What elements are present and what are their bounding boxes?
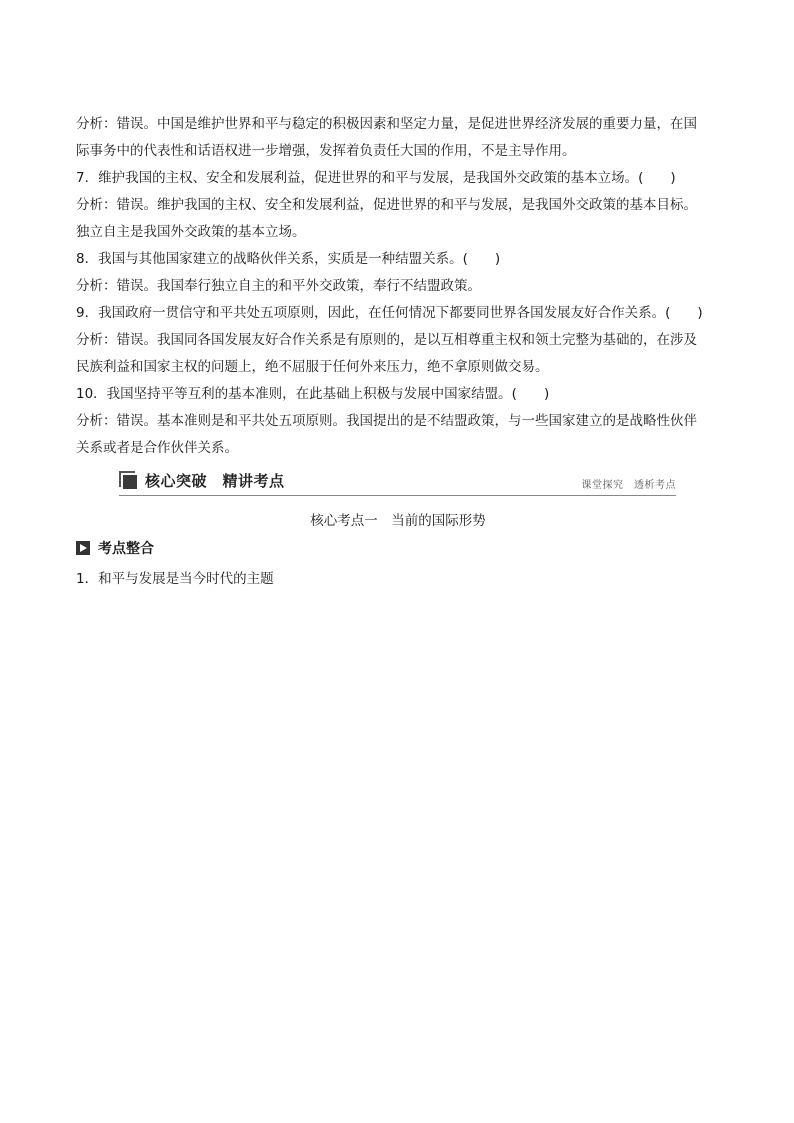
paragraph-line: 分析：错误。我国同各国发展友好合作关系是有原则的，是以互相尊重主权和领土完整为基础的，在涉及 xyxy=(76,332,697,348)
question-8: 8．我国与其他国家建立的战略伙伴关系，实质是一种结盟关系。( ) xyxy=(76,251,501,267)
banner-square-icon xyxy=(119,471,137,489)
question-9: 9．我国政府一贯信守和平共处五项原则，因此，在任何情况下都要同世界各国发展友好合作关系。( ) xyxy=(76,305,703,321)
section-heading-label: 考点整合 xyxy=(98,541,154,557)
section-heading xyxy=(76,536,720,562)
paragraph-line: 独立自主是我国外交政策的基本立场。 xyxy=(76,224,306,240)
paragraph-line: 分析：错误。维护我国的主权、安全和发展利益，促进世界的和平与发展，是我国外交政策的基本目标。 xyxy=(76,197,697,213)
section-banner xyxy=(119,468,676,494)
paragraph-line: 分析：错误。我国奉行独立自主的和平外交政策，奉行不结盟政策。 xyxy=(76,278,481,294)
banner-divider xyxy=(119,495,676,496)
question-10: 10．我国坚持平等互利的基本准则，在此基础上积极与发展中国家结盟。( ) xyxy=(76,386,550,402)
paragraph-line: 民族利益和国家主权的问题上，绝不屈服于任何外来压力，绝不拿原则做交易。 xyxy=(76,359,549,375)
paragraph-line: 关系或者是合作伙伴关系。 xyxy=(76,440,238,456)
banner-subtitle: 课堂探究 透析考点 xyxy=(581,480,676,491)
list-item: 1．和平与发展是当今时代的主题 xyxy=(76,571,274,587)
play-triangle-icon xyxy=(76,541,90,555)
paragraph-line: 分析：错误。中国是维护世界和平与稳定的积极因素和坚定力量，是促进世界经济发展的重要力量，在国 xyxy=(76,116,697,132)
paragraph-line: 际事务中的代表性和话语权进一步增强，发挥着负责任大国的作用，不是主导作用。 xyxy=(76,143,576,159)
topic-title: 核心考点一 当前的国际形势 xyxy=(310,513,486,529)
document-content xyxy=(76,111,720,593)
paragraph-line: 分析：错误。基本准则是和平共处五项原则。我国提出的是不结盟政策，与一些国家建立的是战略性伙伴 xyxy=(76,413,697,429)
banner-title: 核心突破 精讲考点 xyxy=(145,472,285,490)
question-7: 7．维护我国的主权、安全和发展利益，促进世界的和平与发展，是我国外交政策的基本立场。( ) xyxy=(76,170,676,186)
